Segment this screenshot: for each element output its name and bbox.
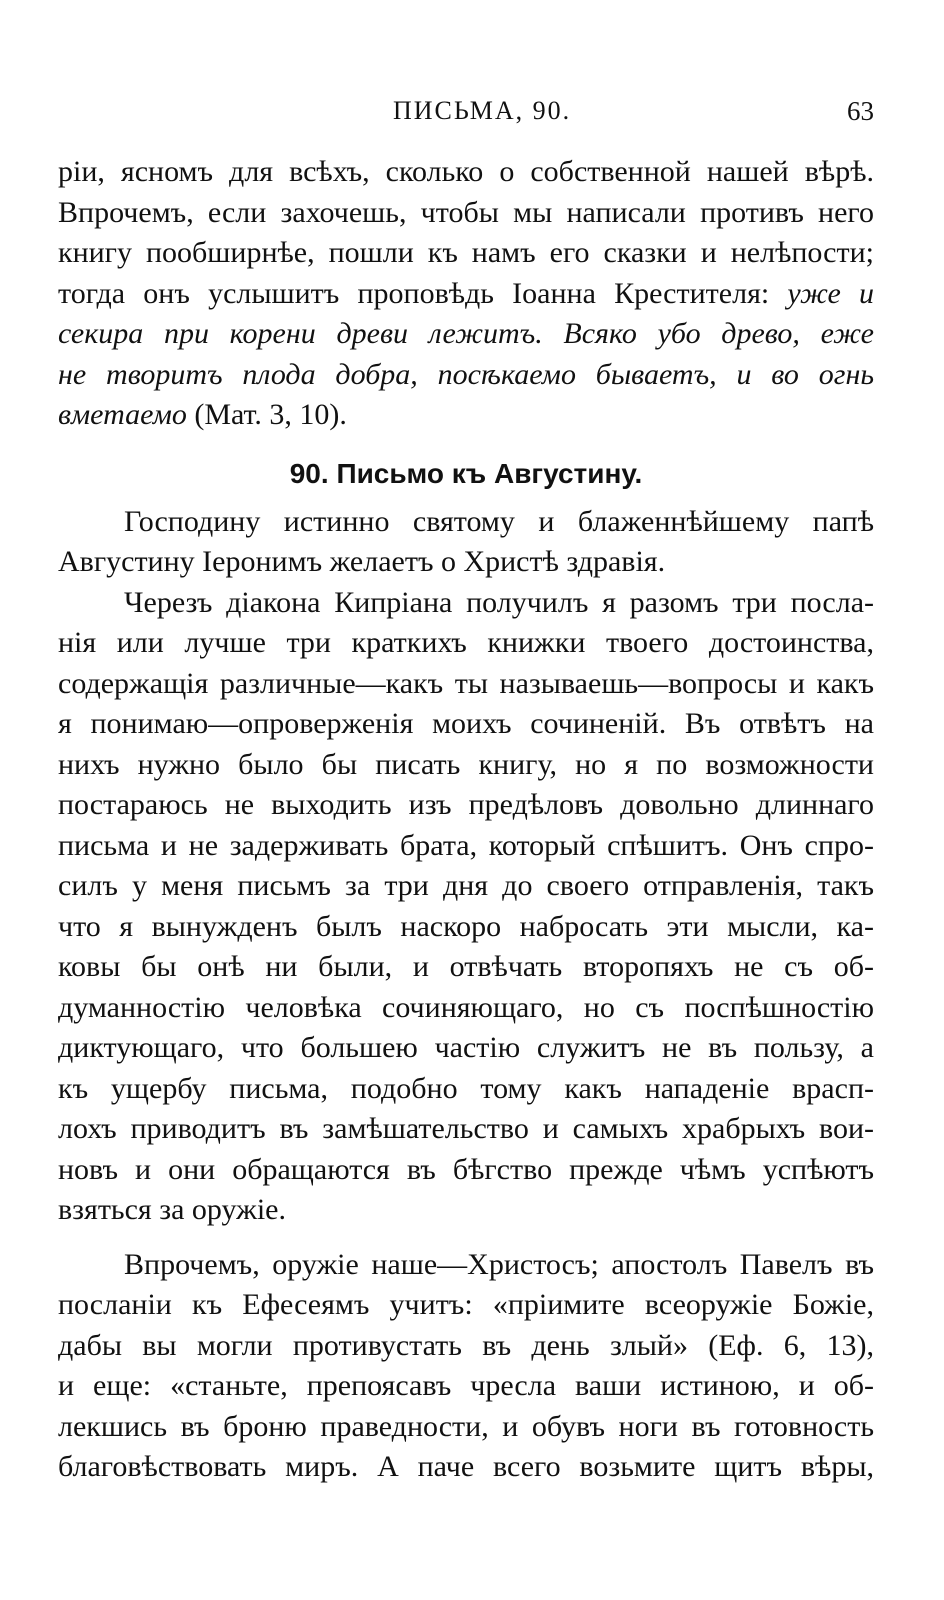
letter-heading: 90. Письмо къ Августину. xyxy=(289,457,643,489)
paragraph-line: къ ущербу письма, подобно тому какъ нападеніе врасп- xyxy=(58,1071,874,1105)
paragraph-line: лекшись въ броню праведности, и обувъ ноги въ готовность xyxy=(58,1409,874,1443)
scripture-quote-line: не творитъ плода добра, посѣкаемо бываетъ, и во огнь xyxy=(58,357,874,391)
paragraph-line: ковы бы онѣ ни были, и отвѣчать второпяхъ не съ об- xyxy=(58,950,874,983)
paragraph-line: посланіи къ Ефесеямъ учитъ: «пріимите всеоружіе Божіе, xyxy=(58,1288,874,1321)
paragraph-line: лохъ приводитъ въ замѣшательство и самыхъ храбрыхъ вои- xyxy=(58,1112,874,1145)
text-line: ріи, ясномъ для всѣхъ, сколько о собственной нашей вѣрѣ. xyxy=(58,155,874,188)
paragraph-line: новъ и они обращаются въ бѣгство прежде чѣмъ успѣютъ xyxy=(58,1152,874,1186)
greeting-line: Господину истинно святому и блаженнѣйшему папѣ xyxy=(124,504,874,538)
greeting-line: Августину Іеронимъ желаетъ о Христѣ здравія. xyxy=(58,545,666,578)
page-number: 63 xyxy=(847,96,874,126)
paragraph-line: что я вынужденъ былъ наскоро набросать эти мысли, ка- xyxy=(58,909,874,943)
text-block xyxy=(58,152,874,1488)
paragraph-line: содержащія различные—какъ ты называешь—вопросы и какъ xyxy=(58,666,874,700)
paragraph-line: и еще: «станьте, препоясавъ чресла ваши истиною, и об- xyxy=(58,1369,874,1402)
scripture-quote: вметаемо xyxy=(58,398,187,431)
paragraph-line: диктующаго, что большею частію служитъ не въ пользу, а xyxy=(58,1031,874,1064)
paragraph-line: взяться за оружіе. xyxy=(58,1193,286,1226)
running-head xyxy=(58,96,874,136)
paragraph-line: дабы вы могли противустать въ день злый» (Еф. 6, 13), xyxy=(58,1328,874,1362)
paragraph-line: постараюсь не выходить изъ предѣловъ довольно длиннаго xyxy=(58,788,874,821)
paragraph-line: благовѣствовать миръ. А паче всего возьмите щитъ вѣры, xyxy=(58,1450,874,1483)
scripture-quote-line: секира при корени древи лежитъ. Всяко убо древо, еже xyxy=(58,317,874,350)
scripture-reference: (Мат. 3, 10). xyxy=(194,398,347,431)
paragraph-gap xyxy=(58,1231,874,1245)
paragraph-line: силъ у меня письмъ за три дня до своего отправленія, такъ xyxy=(58,869,874,902)
paragraph-line: нія или лучше три краткихъ книжки твоего достоинства, xyxy=(58,626,874,659)
text-line xyxy=(58,395,874,436)
running-title: ПИСЬМА, 90. xyxy=(393,96,572,125)
scripture-quote: уже и xyxy=(787,276,874,310)
text-run: тогда онъ услышитъ проповѣдь Іоанна Крестителя: xyxy=(58,276,770,310)
paragraph-line: Впрочемъ, оружіе наше—Христосъ; апостолъ Павелъ въ xyxy=(124,1247,874,1281)
paragraph-line: Черезъ діакона Кипріана получилъ я разомъ три посла- xyxy=(124,585,874,619)
paragraph-line: думанностію человѣка сочиняющаго, но съ поспѣшностію xyxy=(58,990,874,1024)
paragraph-line: я понимаю—опроверженія моихъ сочиненій. Въ отвѣтъ на xyxy=(58,707,874,740)
paragraph-line: письма и не задерживать брата, который спѣшитъ. Онъ спро- xyxy=(58,828,874,862)
text-line: Впрочемъ, если захочешь, чтобы мы написали противъ него xyxy=(58,195,874,229)
paragraph-line: нихъ нужно было бы писать книгу, но я по возможности xyxy=(58,747,874,781)
text-line xyxy=(58,274,874,315)
text-line: книгу пообширнѣе, пошли къ намъ его сказки и нелѣпости; xyxy=(58,236,874,269)
